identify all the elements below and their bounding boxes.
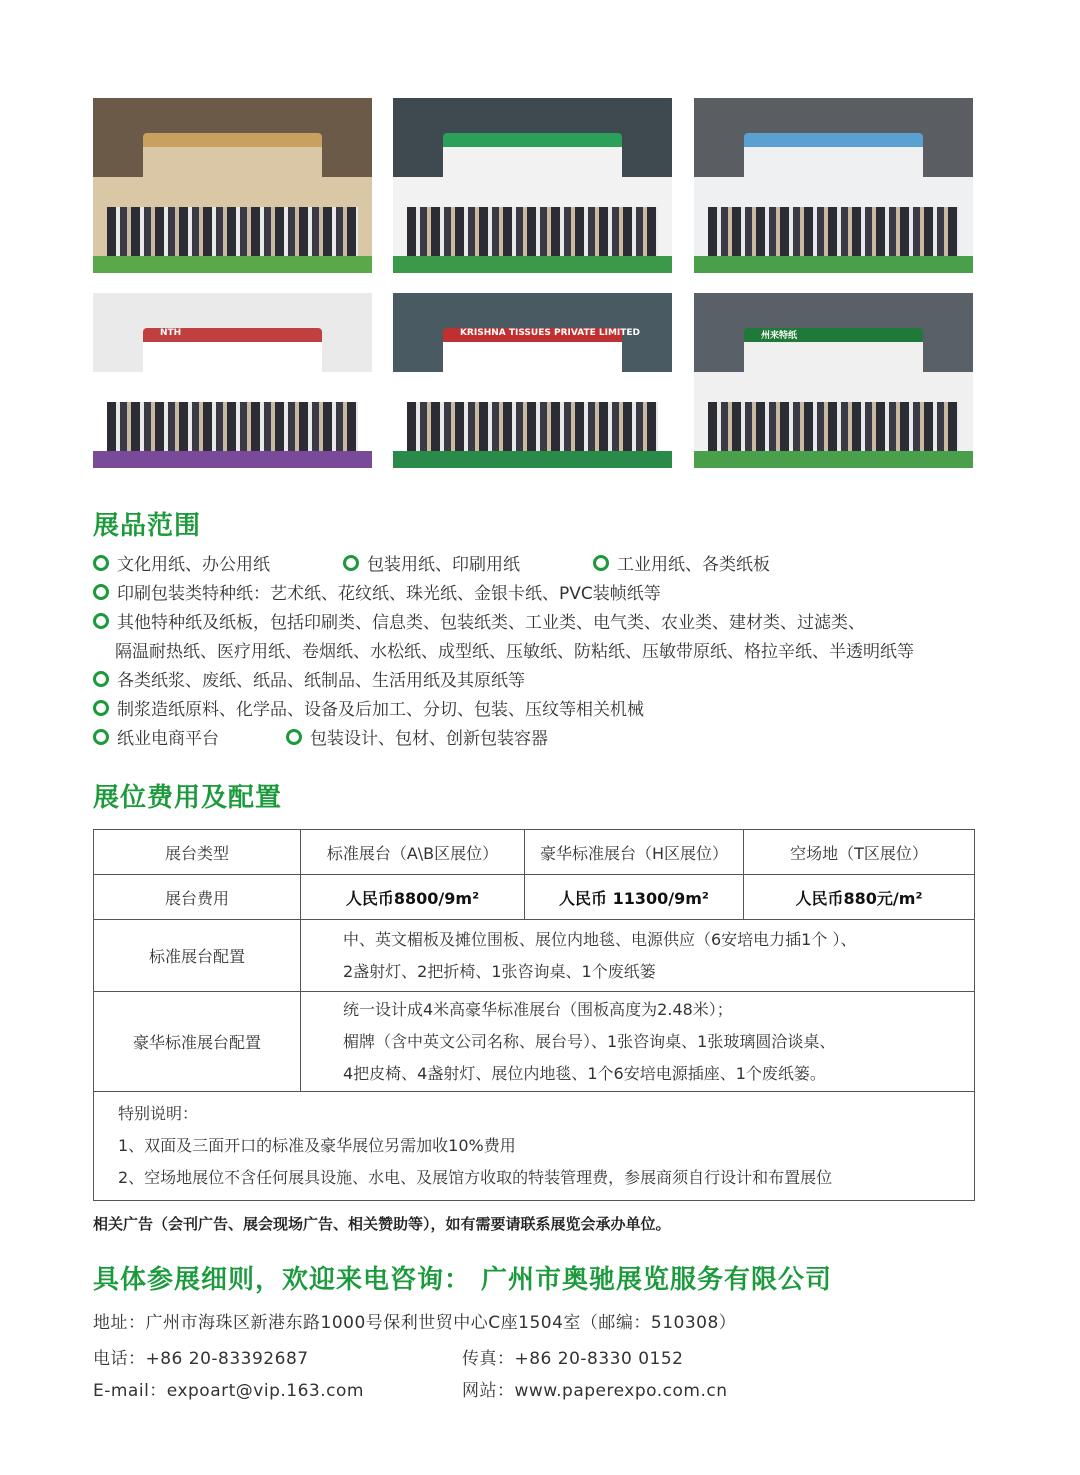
visitors <box>708 402 959 451</box>
booth-sign: 州来特纸 <box>760 331 797 341</box>
expo-photo-6 <box>694 293 973 468</box>
visitors <box>107 402 358 451</box>
expo-photo-1 <box>93 98 372 273</box>
list-item: 纸业电商平台 <box>117 729 219 749</box>
expo-photo-3 <box>694 98 973 273</box>
bullet-icon <box>593 555 609 571</box>
bullet-icon <box>93 729 109 745</box>
visitors <box>107 207 358 256</box>
scope-row-3-cont <box>93 639 914 665</box>
config-line: 中、英文楣板及摊位围板、展位内地毯、电源供应（6安培电力插1个 ）、 <box>343 929 857 949</box>
website-link[interactable]: 网站：www.paperexpo.com.cn <box>462 1381 728 1401</box>
deluxe-config-cell <box>301 992 975 1092</box>
expo-photo-2 <box>393 98 672 273</box>
address: 地址：广州市海珠区新港东路1000号保利世贸中心C座1504室（邮编：510308） <box>93 1313 737 1333</box>
standard-config-label: 标准展台配置 <box>94 920 301 992</box>
deluxe-config-label: 豪华标准展台配置 <box>94 992 301 1092</box>
table-header-row <box>94 830 975 875</box>
bullet-icon <box>93 584 109 600</box>
list-item: 包装设计、包材、创新包装容器 <box>310 729 548 749</box>
list-item: 印刷包装类特种纸：艺术纸、花纹纸、珠光纸、金银卡纸、PVC装帧纸等 <box>117 584 661 604</box>
table-row <box>94 920 975 992</box>
list-item: 各类纸浆、废纸、纸品、纸制品、生活用纸及其原纸等 <box>117 671 525 691</box>
list-item: 制浆造纸原料、化学品、设备及后加工、分切、包装、压纹等相关机械 <box>117 700 644 720</box>
contact-headline: 具体参展细则，欢迎来电咨询： 广州市奥驰展览服务有限公司 <box>93 1265 833 1295</box>
notes-cell <box>94 1092 975 1201</box>
visitors <box>407 402 658 451</box>
booth-sign: KRISHNA TISSUES PRIVATE LIMITED <box>459 328 641 338</box>
list-item: 文化用纸、办公用纸 <box>117 555 270 575</box>
note-line: 1、双面及三面开口的标准及豪华展位另需加收10%费用 <box>118 1136 516 1155</box>
price-standard: 人民币8800/9m² <box>301 875 525 920</box>
floor <box>93 256 372 274</box>
email-link[interactable]: E-mail：expoart@vip.163.com <box>93 1381 364 1401</box>
visitors <box>407 207 658 256</box>
booth-sign: NTH <box>159 328 182 338</box>
photo-grid <box>93 98 973 468</box>
bullet-icon <box>93 700 109 716</box>
list-item: 工业用纸、各类纸板 <box>617 555 770 575</box>
bullet-icon <box>343 555 359 571</box>
phone: 电话：+86 20-83392687 <box>93 1349 309 1369</box>
scope-row-4 <box>93 668 525 694</box>
config-line: 4把皮椅、4盏射灯、展位内地毯、1个6安培电源插座、1个废纸篓。 <box>343 1063 826 1083</box>
list-item: 隔温耐热纸、医疗用纸、卷烟纸、水松纸、成型纸、压敏纸、防粘纸、压敏带原纸、格拉辛纸、半透明纸等 <box>115 642 914 662</box>
price-space: 人民币880元/m² <box>744 875 975 920</box>
scope-title: 展品范围 <box>93 511 202 541</box>
table-header-cell: 标准展台（A\B区展位） <box>301 830 525 875</box>
scope-row-5 <box>93 697 644 723</box>
table-header-cell: 豪华标准展台（H区展位） <box>525 830 744 875</box>
floor <box>694 451 973 469</box>
expo-photo-5 <box>393 293 672 468</box>
fees-table <box>93 829 975 1201</box>
scope-row-3 <box>93 610 865 636</box>
ad-note: 相关广告（会刊广告、展会现场广告、相关赞助等），如有需要请联系展览会承办单位。 <box>93 1215 671 1233</box>
scope-row-2 <box>93 581 661 607</box>
table-header-cell: 空场地（T区展位） <box>744 830 975 875</box>
price-label: 展台费用 <box>94 875 301 920</box>
bullet-icon <box>93 671 109 687</box>
config-line: 2盏射灯、2把折椅、1张咨询桌、1个废纸篓 <box>343 961 656 981</box>
floor <box>393 451 672 469</box>
expo-photo-4 <box>93 293 372 468</box>
config-line: 统一设计成4米高豪华标准展台（围板高度为2.48米）； <box>343 999 733 1019</box>
note-line: 2、空场地展位不含任何展具设施、水电、及展馆方收取的特装管理费，参展商须自行设计和布置展位 <box>118 1168 833 1187</box>
floor <box>93 451 372 469</box>
fax: 传真：+86 20-8330 0152 <box>462 1349 684 1369</box>
table-row <box>94 992 975 1092</box>
table-header-cell: 展台类型 <box>94 830 301 875</box>
fees-title: 展位费用及配置 <box>93 783 283 813</box>
notes-title: 特别说明： <box>118 1104 199 1123</box>
table-row <box>94 1092 975 1201</box>
list-item: 包装用纸、印刷用纸 <box>367 555 520 575</box>
floor <box>393 256 672 274</box>
bullet-icon <box>286 729 302 745</box>
list-item: 其他特种纸及纸板，包括印刷类、信息类、包装纸类、工业类、电气类、农业类、建材类、过滤类、 <box>117 613 865 633</box>
floor <box>694 256 973 274</box>
config-line: 楣牌（含中英文公司名称、展台号）、1张咨询桌、1张玻璃圆洽谈桌、 <box>343 1031 836 1051</box>
standard-config-cell <box>301 920 975 992</box>
bullet-icon <box>93 555 109 571</box>
bullet-icon <box>93 613 109 629</box>
table-row <box>94 875 975 920</box>
price-deluxe: 人民币 11300/9m² <box>525 875 744 920</box>
visitors <box>708 207 959 256</box>
